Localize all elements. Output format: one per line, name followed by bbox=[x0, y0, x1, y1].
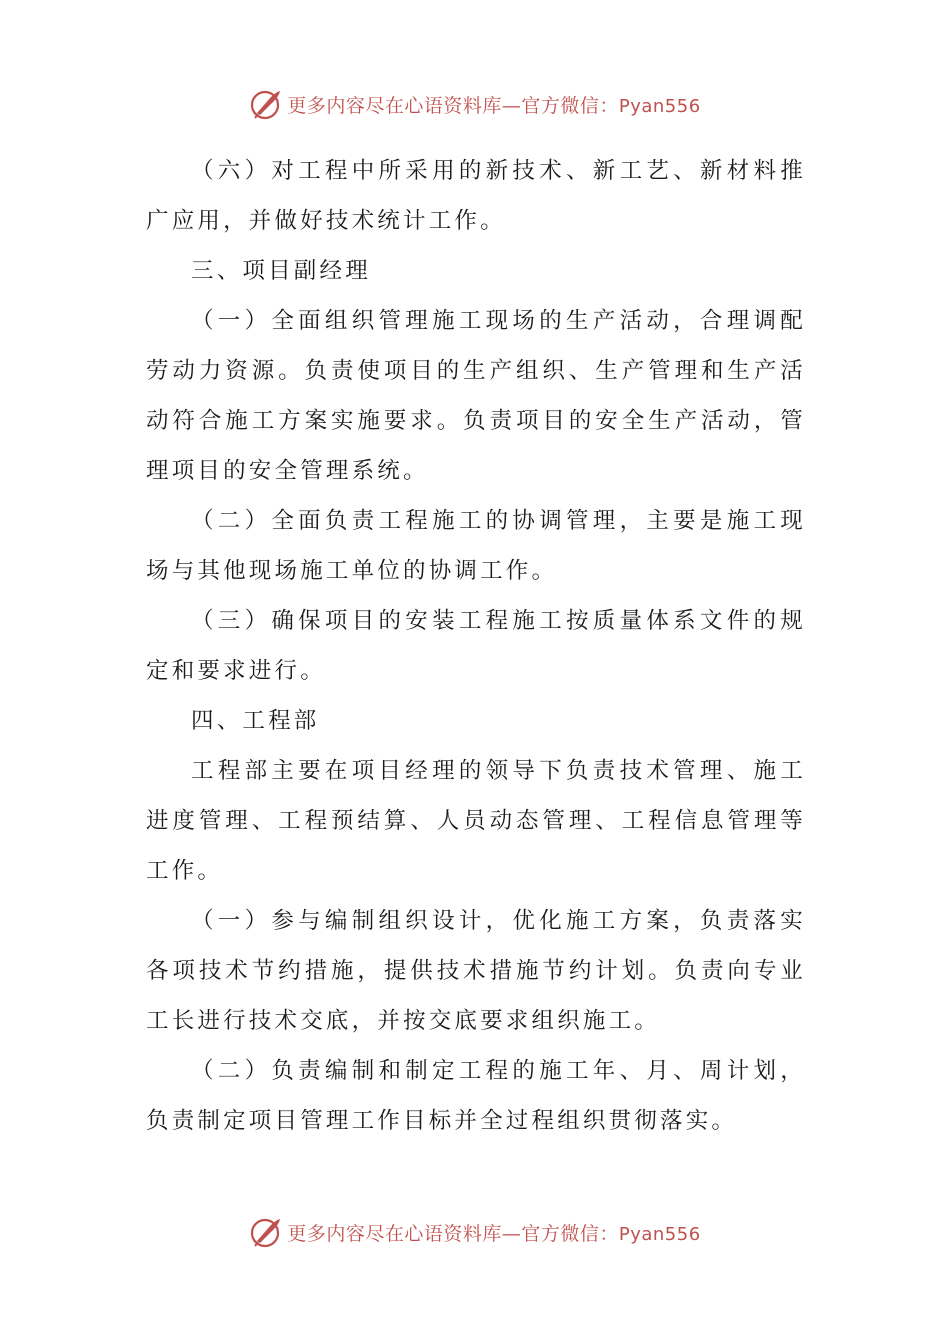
quill-pen-logo-icon bbox=[249, 87, 283, 121]
quill-pen-logo-icon bbox=[249, 1215, 283, 1249]
watermark-text: 更多内容尽在心语资料库—官方微信：Pyan556 bbox=[287, 94, 701, 117]
paragraph: （一）参与编制组织设计，优化施工方案，负责落实各项技术节约措施，提供技术措施节约计划。负责向专业工长进行技术交底，并按交底要求组织施工。 bbox=[146, 908, 806, 1034]
watermark-text: 更多内容尽在心语资料库—官方微信：Pyan556 bbox=[287, 1222, 701, 1245]
paragraph: （一）全面组织管理施工现场的生产活动，合理调配劳动力资源。负责使项目的生产组织、生产管理和生产活动符合施工方案实施要求。负责项目的安全生产活动，管理项目的安全管理系统。 bbox=[146, 308, 806, 484]
paragraph: （六）对工程中所采用的新技术、新工艺、新材料推广应用，并做好技术统计工作。 bbox=[146, 158, 806, 234]
document-body bbox=[146, 146, 806, 1146]
header-watermark-banner bbox=[0, 84, 950, 124]
paragraph: （二）全面负责工程施工的协调管理，主要是施工现场与其他现场施工单位的协调工作。 bbox=[146, 508, 806, 584]
section-heading: 四、工程部 bbox=[191, 708, 320, 734]
paragraph: （三）确保项目的安装工程施工按质量体系文件的规定和要求进行。 bbox=[146, 608, 806, 684]
paragraph: （二）负责编制和制定工程的施工年、月、周计划，负责制定项目管理工作目标并全过程组织贯彻落实。 bbox=[146, 1058, 806, 1134]
paragraph: 工程部主要在项目经理的领导下负责技术管理、施工进度管理、工程预结算、人员动态管理、工程信息管理等工作。 bbox=[146, 758, 806, 884]
section-heading: 三、项目副经理 bbox=[191, 258, 371, 284]
footer-watermark-banner bbox=[0, 1212, 950, 1252]
